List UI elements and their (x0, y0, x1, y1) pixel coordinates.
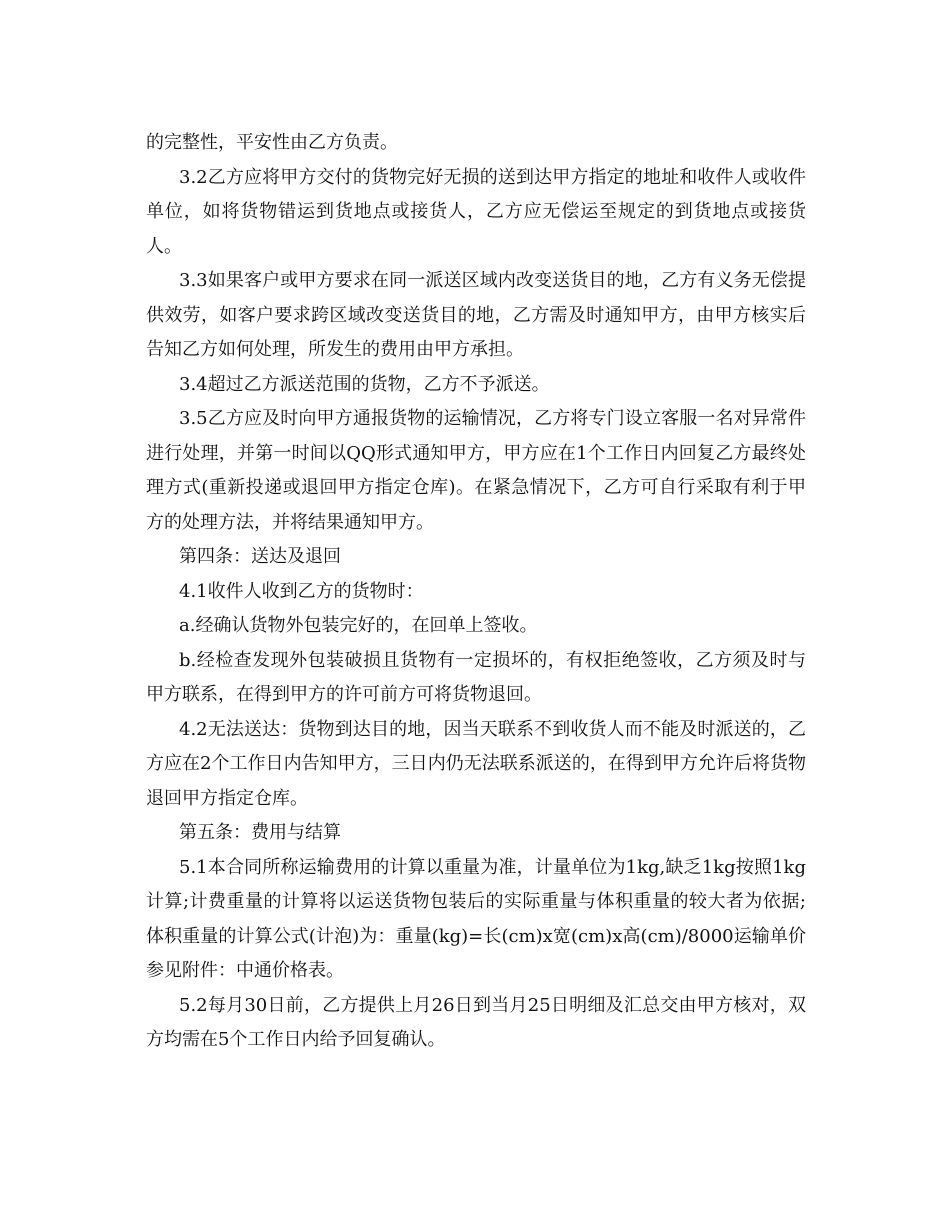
paragraph-clause-5-1: 5.1本合同所称运输费用的计算以重量为准，计量单位为1kg,缺乏1kg按照1kg计算;计费重量的计算将以运送货物包装后的实际重量与体积重量的较大者为依据;体积重量的计算公式(计泡)为：重量(kg)=长(cm)x宽(cm)x高(cm)/8000运输单价参见附件：中通价格表。 (146, 856, 806, 981)
paragraph-clause-4-1-b: b.经检查发现外包装破损且货物有一定损坏的，有权拒绝签收，乙方须及时与甲方联系，在得到甲方的许可前方可将货物退回。 (146, 649, 806, 705)
paragraph-clause-4-1-a: a.经确认货物外包装完好的，在回单上签收。 (179, 615, 538, 636)
paragraph-clause-4-2: 4.2无法送达：货物到达目的地，因当天联系不到收货人而不能及时派送的，乙方应在2个工作日内告知甲方，三日内仍无法联系派送的，在得到甲方允许后将货物退回甲方指定仓库。 (146, 718, 806, 809)
paragraph-continuation: 的完整性，平安性由乙方负责。 (146, 132, 398, 153)
paragraph-clause-3-3: 3.3如果客户或甲方要求在同一派送区域内改变送货目的地，乙方有义务无偿提供效劳，如客户要求跨区域改变送货目的地，乙方需及时通知甲方，由甲方核实后告知乙方如何处理，所发生的费用由甲方承担。 (146, 270, 806, 360)
paragraph-clause-4-1: 4.1收件人收到乙方的货物时： (179, 580, 424, 602)
section-heading-article-5: 第五条：费用与结算 (179, 822, 341, 843)
paragraph-clause-3-5: 3.5乙方应及时向甲方通报货物的运输情况，乙方将专门设立客服一名对异常件进行处理，并第一时间以QQ形式通知甲方，甲方应在1个工作日内回复乙方最终处理方式(重新投递或退回甲方指定仓库)。在紧急情况下，乙方可自行采取有利于甲方的处理方法，并将结果通知甲方。 (146, 408, 806, 533)
paragraph-clause-5-2: 5.2每月30日前，乙方提供上月26日到当月25日明细及汇总交由甲方核对，双方均需在5个工作日内给予回复确认。 (146, 994, 806, 1050)
section-heading-article-4: 第四条：送达及退回 (179, 546, 341, 567)
paragraph-clause-3-2: 3.2乙方应将甲方交付的货物完好无损的送到达甲方指定的地址和收件人或收件单位，如将货物错运到货地点或接货人，乙方应无偿运至规定的到货地点或接货人。 (146, 166, 806, 257)
paragraph-clause-3-4: 3.4超过乙方派送范围的货物，乙方不予派送。 (179, 373, 550, 395)
document-body (146, 126, 806, 1058)
